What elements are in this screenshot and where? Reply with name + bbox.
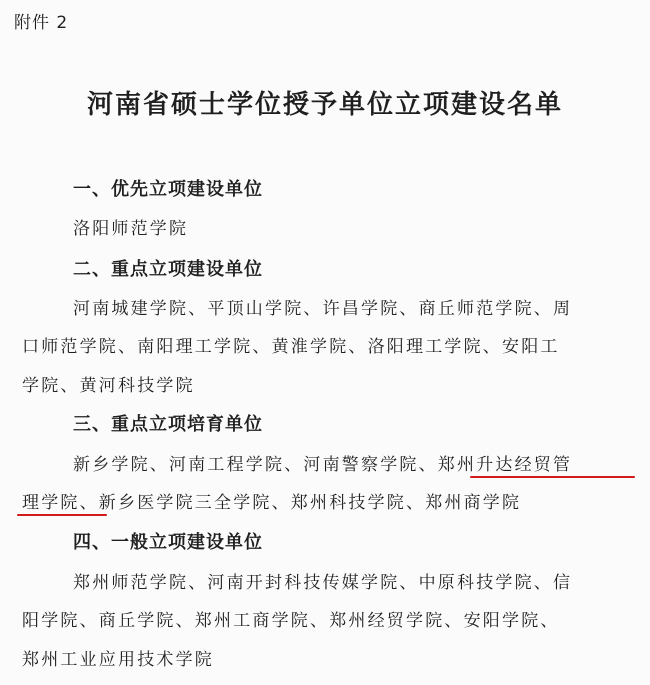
section-line: 阳学院、商丘学院、郑州工商学院、郑州经贸学院、安阳学院、	[22, 611, 560, 631]
section-line: 理学院、新乡医学院三全学院、郑州科技学院、郑州商学院	[22, 493, 522, 513]
section-heading-key-construction: 二、重点立项建设单位	[73, 259, 263, 280]
section-line: 新乡学院、河南工程学院、河南警察学院、郑州升达经贸管	[73, 455, 573, 475]
highlight-underline-upper	[470, 476, 635, 478]
section-line: 河南城建学院、平顶山学院、许昌学院、商丘师范学院、周	[73, 299, 573, 319]
section-line: 洛阳师范学院	[73, 219, 189, 239]
section-line: 学院、黄河科技学院	[22, 376, 195, 396]
highlight-underline-lower	[17, 514, 107, 516]
section-heading-general: 四、一般立项建设单位	[73, 532, 263, 553]
document-title: 河南省硕士学位授予单位立项建设名单	[86, 90, 563, 120]
section-line: 口师范学院、南阳理工学院、黄淮学院、洛阳理工学院、安阳工	[22, 337, 560, 357]
section-line: 郑州工业应用技术学院	[22, 650, 214, 670]
section-heading-key-cultivation: 三、重点立项培育单位	[73, 414, 263, 435]
section-heading-priority: 一、优先立项建设单位	[73, 179, 263, 200]
section-line: 郑州师范学院、河南开封科技传媒学院、中原科技学院、信	[73, 573, 573, 593]
attachment-label: 附件 2	[14, 13, 69, 33]
